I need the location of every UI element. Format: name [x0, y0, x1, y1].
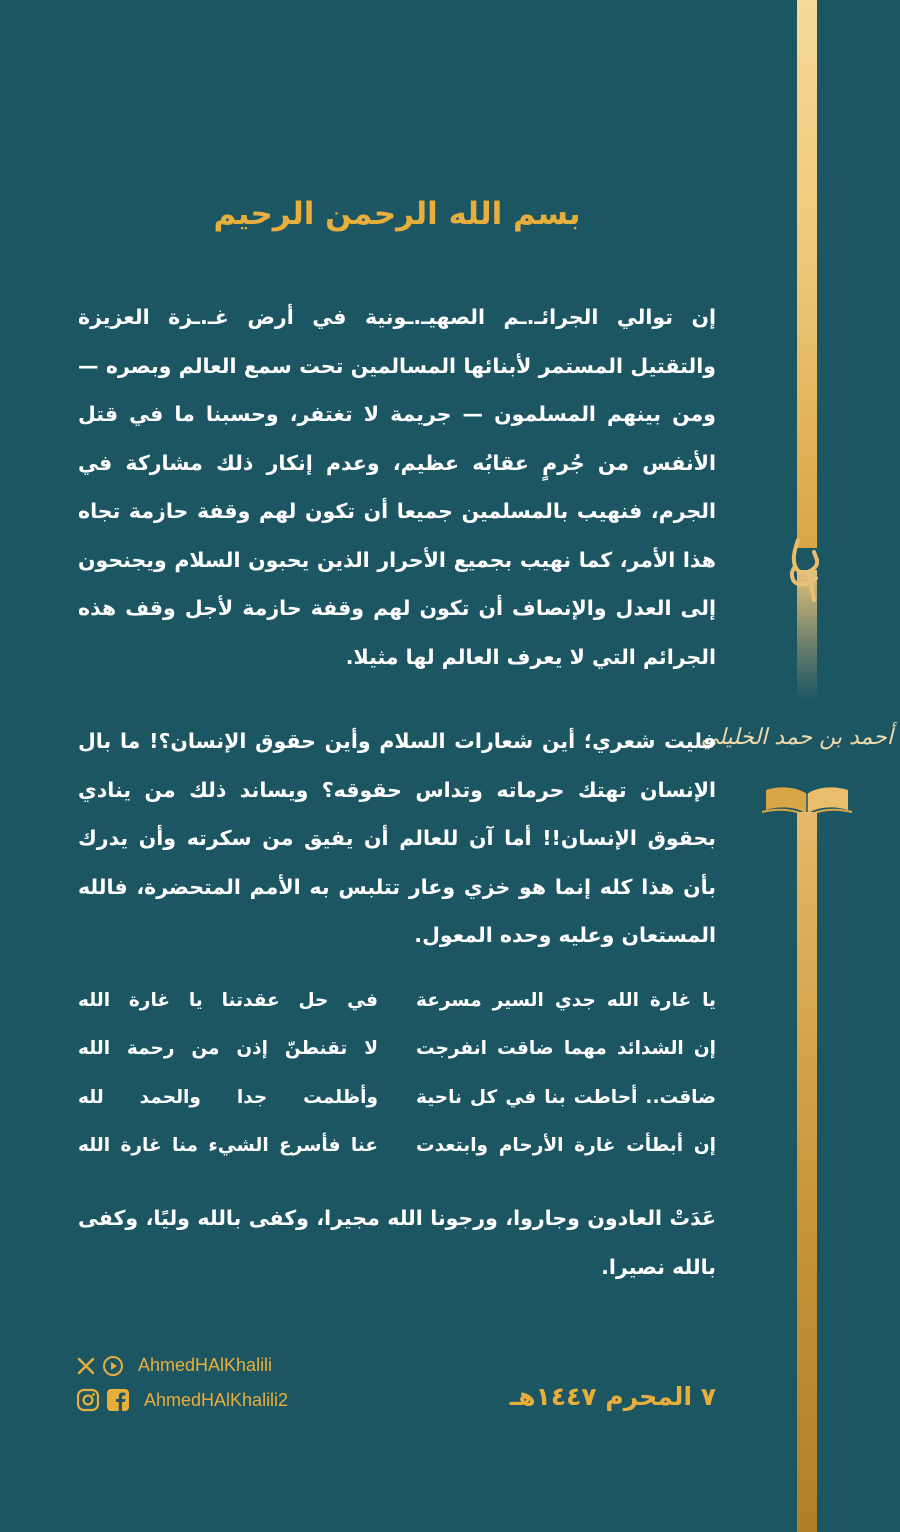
verse-first-half: يا غارة الله جدي السير مسرعة	[416, 989, 716, 1011]
poem-verse	[78, 976, 716, 1025]
verse-second-half: لا تقنطنّ إذن من رحمة الله	[78, 1038, 378, 1060]
paragraph-closing: عَدَتْ العادون وجاروا، ورجونا الله مجيرا، وكفى بالله وليًا، وكفى بالله نصيرا.	[78, 1206, 716, 1279]
social-handle-secondary[interactable]: AhmedHAlKhalili2	[144, 1389, 289, 1410]
poem	[78, 976, 716, 1170]
paragraph-1: إن توالي الجرائـ.ـم الصهيـ.ـونية في أرض غـ.ـزة العزيزة والتقتيل المستمر لأبنائها المسالمين تحت سمع العالم وبصره — ومن بينهم المسلمون — جريمة لا تغتفر، وحسبنا ما في قتل الأنفس من جُرمٍ عقابُه عظيم، وعدم إنكار ذلك مشاركة في الجرم، فنهيب بالمسلمين جميعا أن تكون لهم وقفة حازمة تجاه هذا الأمر، كما نهيب بجميع الأحرار الذين يحبون السلام ويجنحون إلى العدل والإنصاف أن تكون لهم وقفة حازمة لأجل وقف هذه الجرائم التي لا يعرف العالم لها مثيلا.	[78, 305, 716, 669]
gold-band-top	[797, 0, 817, 548]
poem-verse	[78, 1025, 716, 1074]
social-row-2	[76, 1388, 288, 1412]
verse-second-half: في حل عقدتنا يا غارة الله	[78, 989, 378, 1011]
poem-verse	[78, 1122, 716, 1171]
gold-band-bottom	[797, 812, 817, 1532]
basmala-heading: بسم الله الرحمن الرحيم	[213, 196, 581, 232]
gold-band-fade	[797, 570, 817, 700]
verse-first-half: ضاقت.. أحاطت بنا في كل ناحية	[416, 1086, 716, 1108]
paragraph-2: فليت شعري؛ أين شعارات السلام وأين حقوق الإنسان؟! ما بال الإنسان تهتك حرماته وتداس حقوقه؟ ويساند ذلك من ينادي بحقوق الإنسان!! أما آن للعالم أن يفيق من سكرته وأن يدرك بأن هذا كله إنما هو خزي وعار تتلبس به الأمم المتحضرة، فالله المستعان وعليه وحده المعول.	[78, 729, 716, 947]
signature: أحمد بن حمد الخليلي	[700, 725, 893, 750]
instagram-icon[interactable]	[76, 1388, 100, 1412]
facebook-icon[interactable]	[106, 1388, 130, 1412]
social-row-1	[76, 1355, 272, 1376]
verse-second-half: وأظلمت جدا والحمد لله	[78, 1086, 378, 1108]
hijri-date: ٧ المحرم ١٤٤٧هـ	[509, 1382, 716, 1411]
verse-first-half: إن أبطأت غارة الأرحام وابتعدت	[416, 1135, 716, 1157]
verse-first-half: إن الشدائد مهما ضاقت انفرجت	[416, 1038, 716, 1060]
youtube-icon[interactable]	[102, 1356, 124, 1376]
social-handle-primary[interactable]: AhmedHAlKhalili	[138, 1355, 273, 1375]
x-icon[interactable]	[76, 1356, 96, 1376]
poem-verse	[78, 1073, 716, 1122]
verse-second-half: عنا فأسرع الشيء منا غارة الله	[78, 1135, 378, 1157]
